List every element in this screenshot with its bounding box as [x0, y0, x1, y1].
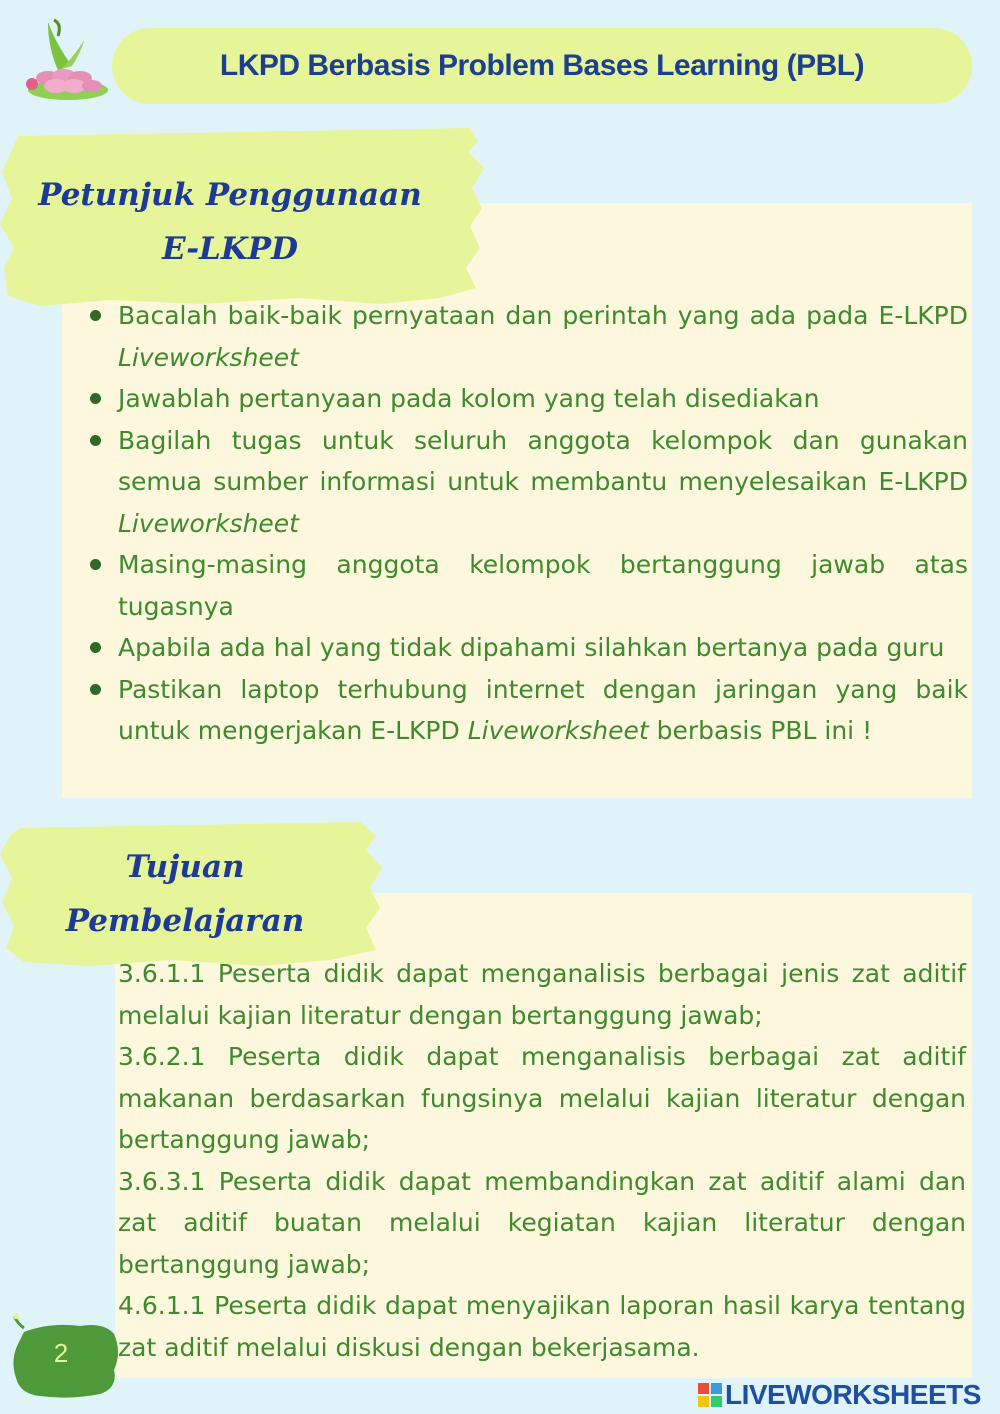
watermark-text: LIVEWORKSHEETS [725, 1379, 981, 1410]
list-item-italic: Liveworksheet [118, 342, 299, 372]
objective-item: 3.6.2.1 Peserta didik dapat menganalisis berbagai zat aditif makanan berdasarkan fungsinya melalui kajian literatur dengan bertanggung jawab; [118, 1042, 966, 1154]
list-item-text: Pastikan laptop terhubung internet dengan jaringan yang baik untuk mengerjakan E-LKPD [118, 674, 968, 745]
list-item-text: Jawablah pertanyaan pada kolom yang telah disediakan [118, 384, 820, 413]
page-title: LKPD Berbasis Problem Bases Learning (PBL) [219, 49, 865, 82]
liveworksheets-watermark[interactable] [698, 1380, 981, 1410]
list-item-after: berbasis PBL ini ! [648, 716, 873, 745]
list-item-italic: Liveworksheet [118, 508, 299, 538]
list-item [80, 420, 968, 545]
instructions-title [20, 168, 440, 276]
instructions-title-line2: E-LKPD [161, 231, 298, 267]
list-item [80, 669, 968, 752]
objectives-title-line2: Pembelajaran [65, 903, 305, 939]
list-item-text: Masing-masing anggota kelompok bertanggung jawab atas tugasnya [118, 550, 968, 621]
objective-item: 3.6.3.1 Peserta didik dapat membandingkan zat aditif alami dan zat aditif buatan melalui kegiatan kajian literatur dengan bertanggung jawab; [118, 1166, 966, 1279]
ketupat-food-icon [18, 14, 110, 104]
list-item [80, 544, 968, 627]
list-item [80, 378, 968, 420]
page-number: 2 [53, 1338, 69, 1368]
header-banner [112, 28, 972, 104]
list-item-text: Bagilah tugas untuk seluruh anggota kelompok dan gunakan semua sumber informasi untuk membantu menyelesaikan E-LKPD [118, 425, 968, 496]
liveworksheets-logo-icon [698, 1383, 722, 1407]
list-item-text: Bacalah baik-baik pernyataan dan perintah yang ada pada E-LKPD [118, 301, 968, 330]
instructions-list [80, 295, 968, 752]
instructions-title-line1: Petunjuk Penggunaan [38, 177, 422, 213]
list-item-italic: Liveworksheet [467, 716, 649, 745]
objective-item: 4.6.1.1 Peserta didik dapat menyajikan laporan hasil karya tentang zat aditif melalui diskusi dengan bekerjasama. [118, 1291, 966, 1362]
objective-item: 3.6.1.1 Peserta didik dapat menganalisis berbagai jenis zat aditif melalui kajian literatur dengan bertanggung jawab; [118, 959, 966, 1030]
objectives-list [118, 953, 966, 1368]
list-item [80, 295, 968, 378]
objectives-title-line1: Tujuan [125, 849, 245, 885]
objectives-title [20, 840, 350, 948]
list-item-text: Apabila ada hal yang tidak dipahami silahkan bertanya pada guru [118, 633, 945, 662]
list-item [80, 627, 968, 669]
